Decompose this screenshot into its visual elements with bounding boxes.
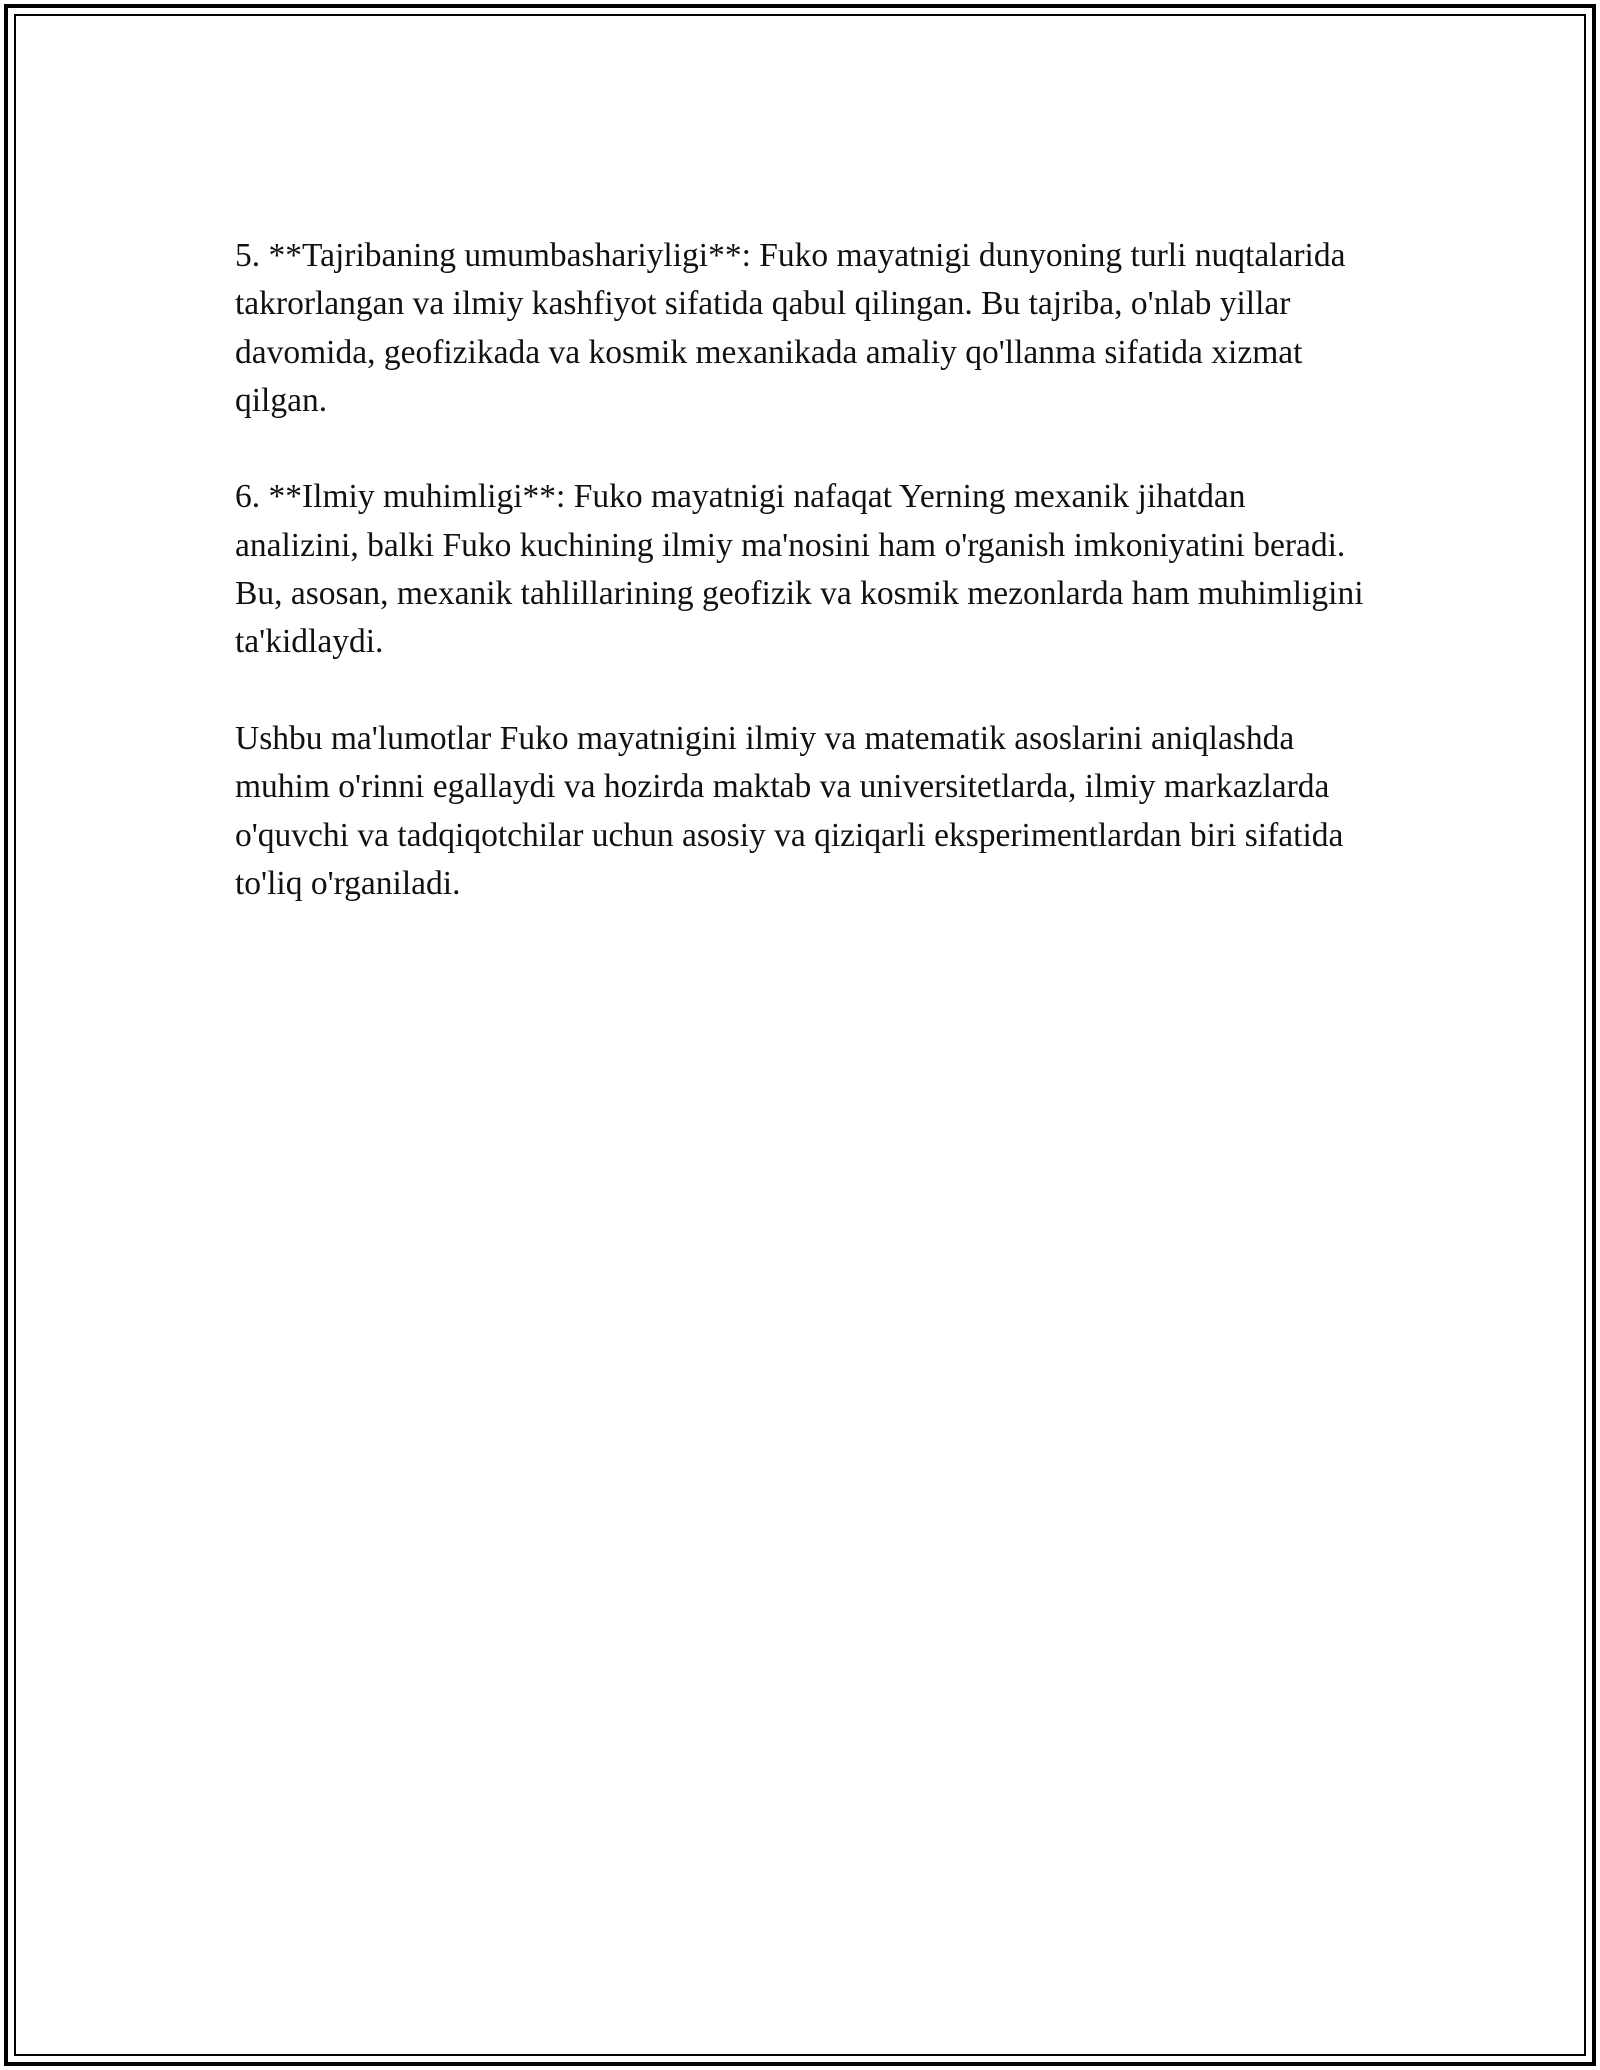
document-body (235, 232, 1365, 956)
paragraph-scientific-importance: 6. **Ilmiy muhimligi**: Fuko mayatnigi nafaqat Yerning mexanik jihatdan analizini, balki Fuko kuchining ilmiy ma'nosini ham o'rganish imkoniyatini beradi. Bu, asosan, mexanik tahlillarining geofizik va kosmik mezonlarda ham muhimligini ta'kidlaydi. (235, 478, 1364, 661)
paragraph-conclusion: Ushbu ma'lumotlar Fuko mayatnigini ilmiy va matematik asoslarini aniqlashda muhim o'rinni egallaydi va hozirda maktab va universitetlarda, ilmiy markazlarda o'quvchi va tadqiqotchilar uchun asosiy va qiziqarli eksperimentlardan biri sifatida to'liq o'rganiladi. (235, 719, 1344, 902)
paragraph-universality: 5. **Tajribaning umumbashariyligi**: Fuko mayatnigi dunyoning turli nuqtalarida takrorlangan va ilmiy kashfiyot sifatida qabul qilingan. Bu tajriba, o'nlab yillar davomida, geofizikada va kosmik mexanikada amaliy qo'llanma sifatida xizmat qilgan. (235, 237, 1346, 419)
